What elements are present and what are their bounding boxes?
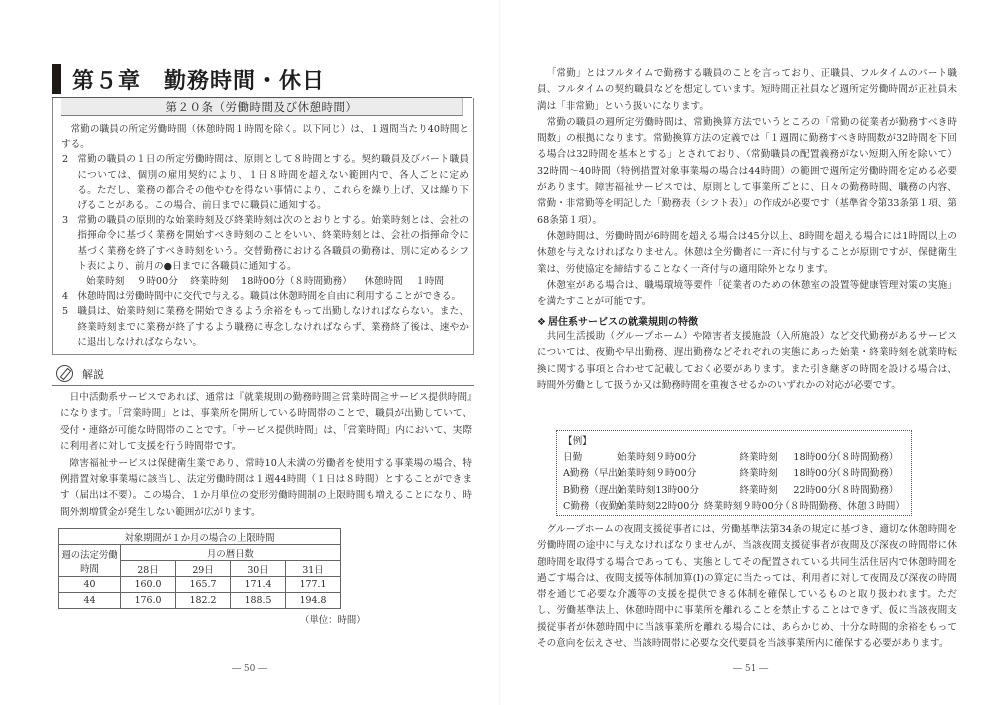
table-cell: 177.1: [286, 577, 341, 593]
table-cell: 188.5: [231, 593, 286, 609]
shift-note: （８時間勤務）: [831, 468, 899, 480]
article-item: [61, 213, 469, 274]
body-paragraph: 共同生活援助（グループホーム）や障害者支援施設（入所施設）など交代勤務があるサービスについては、夜勤や早出勤務、遅出勤務などそれぞれの実態にあった始業・終業時刻を就業時転換に関する事項と合わせて記載しておく必要があります。また引き継ぎの時間を設ける場合は、時間外労働として扱うか又は勤務時間を重複させるかのいずれかの対応が必要です。: [537, 331, 957, 391]
end-time: 18時00分: [793, 452, 837, 464]
body-paragraph: グループホームの夜間支援従事者には、労働基準法第34条の規定に基づき、適切な休憩時間を労働時間の途中に与えなければなりませんが、当該夜間支援従事者が夜間及び深夜の時間帯に休憩時間を取得する場合であっても、実態としてその配置されている共同生活住居内で休憩時間を過ごす場合は、夜間支援等体制加算(I)の算定に当たっては、利用者に対して夜間及び深夜の時間帯を通じて必要な介護等の支援を提供できる体制を確保しているものと取り扱われます。ただし、労働基準法上、休憩時間中に事業所を離れることを禁止することはできず、仮に当該夜間支援従事者が休憩時間中に当該事業所を離れる場合には、あらかじめ、十分な時間的余裕をもってその意向を伝えさせ、当該時間帯に必要な交代要員を当該事業所内に確保する必要があります。: [537, 524, 957, 650]
pencil-icon: [56, 365, 73, 382]
article-box: [52, 98, 474, 355]
row-label: 44: [59, 593, 121, 609]
section-text: [537, 329, 957, 394]
bottom-text: [537, 522, 957, 652]
end-label: 終業時刻: [703, 500, 743, 512]
chapter-title: 第５章 勤務時間・休日: [72, 68, 326, 94]
upper-limit-table: [58, 528, 341, 609]
page-number-left: ― 50 ―: [232, 664, 268, 674]
example-row: [563, 499, 905, 515]
item-number: 2: [61, 154, 69, 166]
end-value: 18時00分（８時間勤務）: [241, 276, 352, 288]
shift-name: A勤務（早出）: [563, 468, 628, 480]
column-header: 29日: [176, 561, 231, 577]
item-text: 常勤の職員の１日の所定労働時間は、原則として８時間とする。契約職員及びパート職員については、個別の雇用契約により、１日８時間を超えない範囲内で、各人ごとに定める。ただし、業務の都合その他やむを得ない事情により、これらを繰り上げ、又は繰り下げることがある。この場合、前日までに職員に通知する。: [77, 154, 469, 212]
start-time: 13時00分: [655, 484, 699, 496]
diamond-bullet-icon: ❖: [537, 317, 546, 328]
shift-note: （８時間勤務）: [831, 484, 899, 496]
end-label: 終業時刻: [739, 484, 778, 496]
commentary-body: [60, 390, 472, 521]
shift-name: B勤務（遅出）: [563, 484, 628, 496]
table-cell: 165.7: [176, 577, 231, 593]
end-label: 終業時刻: [739, 468, 778, 480]
item-number: 4: [61, 291, 69, 303]
body-paragraph: 休憩室がある場合は、職場環境等要件「従業者のための休憩室の設置等健康管理対策の実施」を満たすことが可能です。: [537, 279, 957, 308]
article-body: [61, 122, 469, 350]
body-paragraph: 休憩時間は、労働時間が6時間を超える場合は45分以上、8時間を超える場合には1時間以上の休憩を与えなければなりません。休憩は全労働者に一斉に付与することが原則ですが、保健衛生業は、労使協定を締結することなく一斉付与の適用除外となります。: [537, 230, 957, 275]
right-intro-text: [537, 66, 957, 310]
end-time: ９時00分: [742, 500, 784, 512]
chapter-heading: [52, 62, 472, 98]
group-header: 月の暦日数: [121, 545, 341, 561]
shift-name: 日勤: [563, 452, 583, 464]
table-title: 対象期間が１か月の場合の上限時間: [59, 529, 341, 545]
item-text: 職員は、始業時刻に業務を開始できるよう余裕をもって出勤しなければならない。また、終業時刻までに業務が終了するよう職務に専念しなければならず、業務終了後は、速やかに退出しなければならない。: [77, 306, 469, 348]
start-label: 始業時刻: [617, 468, 656, 480]
end-label: 終業時刻: [739, 452, 778, 464]
start-value: ９時00分: [136, 276, 178, 288]
start-label: 始業時刻: [617, 500, 656, 512]
end-time: 18時00分: [793, 468, 837, 480]
break-label: 休憩時間: [364, 276, 403, 288]
start-time: ９時00分: [655, 468, 697, 480]
table-row: [59, 577, 341, 593]
item-text: 休憩時間は労働時間中に交代で与える。職員は休憩時間を自由に利用することができる。: [77, 291, 462, 303]
example-row: [563, 466, 905, 482]
book-gutter: [499, 0, 501, 705]
article-title: 第２０条（労働時間及び休憩時間）: [61, 98, 463, 116]
body-paragraph: 常勤の職員の週所定労働時間は、常勤換算方法でいうところの「常勤の従業者が勤務すべき時間数」の根拠になります。常勤換算方法の定義では「１週間に勤務すべき時間数が32時間を下回る場合は32時間を基本とする」とされており、（常勤職員の配置義務がない短期入所を除いて）32時間～40時間（特例措置対象事業場の場合は44時間）の範囲で週所定労働時間を定める必要があります。障害福祉サービスでは、原則として事業所ごとに、日々の勤務時間、職務の内容、常勤・非常勤等を明記した「勤務表（シフト表）」の作成が必要です（基準省令第33条第１項、第68条第１項）。: [537, 116, 957, 226]
example-row: [563, 483, 905, 499]
start-time: ９時00分: [655, 452, 697, 464]
shift-note: （８時間勤務、休憩３時間）: [780, 500, 905, 512]
item-text: 常勤の職員の原則的な始業時刻及び終業時刻は次のとおりとする。始業時刻とは、会社の指揮命令に基づく業務を開始すべき時刻のことをいい、終業時刻とは、会社の指揮命令に基づく業務を終了すべき時刻をいう。交替勤務における各職員の勤務は、別に定めるシフト表により、前月の●日までに各職員に通知する。: [77, 215, 469, 272]
break-value: １時間: [415, 276, 444, 288]
commentary-heading: [52, 364, 474, 386]
column-header: 30日: [231, 561, 286, 577]
table-cell: 160.0: [121, 577, 176, 593]
column-header: 31日: [286, 561, 341, 577]
article-item: [61, 304, 469, 350]
table-cell: 171.4: [231, 577, 286, 593]
table-unit-note: （単位：時間）: [300, 615, 366, 626]
table-cell: 194.8: [286, 593, 341, 609]
example-box: [556, 430, 912, 516]
section-heading: [537, 313, 698, 328]
item-number: 5: [61, 306, 69, 318]
row-label: 40: [59, 577, 121, 593]
hours-line: [61, 274, 469, 289]
commentary-title: 解説: [82, 368, 104, 381]
end-time: 22時00分: [793, 484, 837, 496]
commentary-paragraph: 日中活動系サービスであれば、通常は『就業規則の勤務時間≧営業時間≧サービス提供時間』になります。「営業時間」とは、事業所を開所している時間帯のことで、職員が出勤していて、受付・連絡が可能な時間帯のことです。「サービス提供時間」は、「営業時間」内において、実際に利用者に対して支援を行う時間帯です。: [60, 392, 472, 453]
table-cell: 182.2: [176, 593, 231, 609]
page-number-right: ― 51 ―: [733, 664, 769, 674]
article-item: [61, 289, 469, 304]
example-row: [563, 450, 905, 466]
start-label: 始業時刻: [85, 276, 125, 288]
end-label: 終業時刻: [190, 276, 229, 288]
article-item: [61, 152, 469, 213]
shift-note: （８時間勤務）: [831, 452, 899, 464]
column-header: 28日: [121, 561, 176, 577]
commentary-paragraph: 障害福祉サービスは保健衛生業であり、常時10人未満の労働者を使用する事業場の場合、特例措置対象事業場に該当し、法定労働時間は１週44時間（１日は８時間）とすることができます（届出は不要）。この場合、１か月単位の変形労働時間制の上限時間も増えることになり、時間外割増賃金が発生しない範囲が広がります。: [60, 457, 472, 518]
item-number: 3: [61, 215, 69, 227]
article-intro: 常勤の職員の所定労働時間（休憩時間１時間を除く。以下同じ）は、１週間当たり40時間とする。: [61, 124, 469, 151]
row-header: 週の法定労働時間: [59, 545, 121, 577]
start-label: 始業時刻: [617, 452, 656, 464]
section-title: 居住系サービスの就業規則の特徴: [547, 317, 698, 328]
table-row: [59, 593, 341, 609]
chapter-bar-decoration: [52, 64, 61, 94]
start-time: 22時00分: [655, 500, 699, 512]
start-label: 始業時刻: [617, 484, 656, 496]
example-heading: 【例】: [563, 436, 592, 447]
table-title-row: [59, 529, 341, 545]
body-paragraph: 「常勤」とはフルタイムで勤務する職員のことを言っており、正職員、フルタイムのパート職員、フルタイムの契約職員などを想定しています。短時間正社員など週所定労働時間が正社員未満は「非常勤」という扱いになります。: [537, 68, 957, 112]
table-cell: 176.0: [121, 593, 176, 609]
shift-name: C勤務（夜勤）: [563, 500, 628, 512]
table-header-row: [59, 545, 341, 561]
